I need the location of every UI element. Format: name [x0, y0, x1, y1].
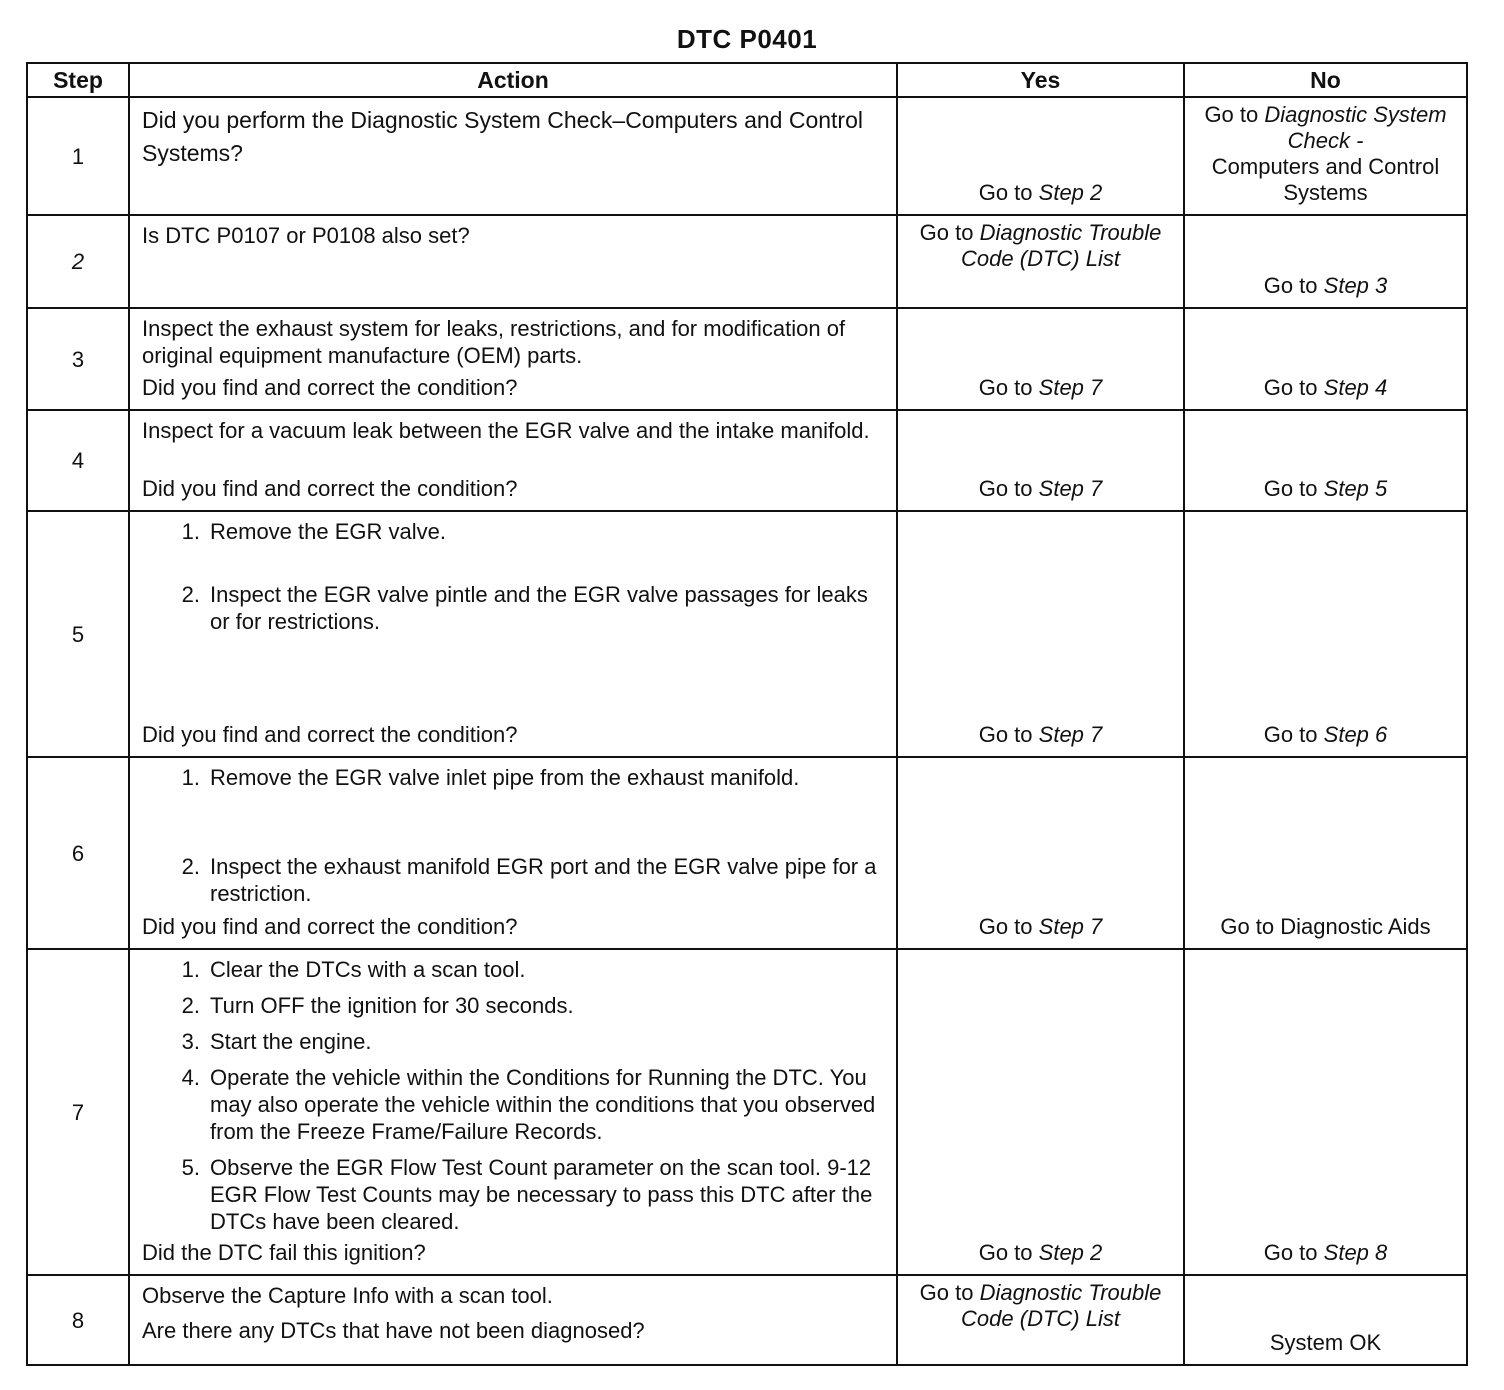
list-item: 2. Turn OFF the ignition for 30 seconds. [181, 993, 574, 1018]
action-text: Observe the Capture Info with a scan tool. [142, 1283, 553, 1308]
question-text: Did you find and correct the condition? [142, 722, 518, 747]
no-cell: Go to Step 3 [1184, 215, 1467, 308]
table-row [27, 215, 1467, 308]
no-cell: Go to Step 5 [1184, 410, 1467, 511]
action-cell [129, 308, 897, 410]
table-row [27, 511, 1467, 757]
yes-link[interactable]: Step 2 [1038, 1240, 1103, 1265]
step-number: 2 [27, 215, 129, 308]
yes-cell: Go to Step 7 [897, 308, 1184, 410]
no-link[interactable]: Step 5 [1323, 476, 1388, 501]
header-no: No [1184, 63, 1467, 97]
action-text: Inspect for a vacuum leak between the EGR valve and the intake manifold. [142, 418, 870, 443]
page-title: DTC P0401 [676, 24, 818, 54]
yes-cell: Go to Step 7 [897, 410, 1184, 511]
list-item: 1. Remove the EGR valve inlet pipe from the exhaust manifold. [181, 765, 800, 790]
question-text: Did you find and correct the condition? [142, 914, 518, 939]
yes-link[interactable]: Step 2 [1038, 180, 1103, 205]
table-row [27, 308, 1467, 410]
no-cell: Go to Step 8 [1184, 949, 1467, 1275]
table-row [27, 757, 1467, 949]
yes-cell: Go to Diagnostic Trouble Code (DTC) List [897, 1275, 1184, 1365]
action-cell [129, 757, 897, 949]
action-cell [129, 215, 897, 308]
yes-cell: Go to Step 2 [897, 97, 1184, 215]
step-number: 4 [27, 410, 129, 511]
yes-link[interactable]: Step 7 [1038, 722, 1103, 747]
yes-link[interactable]: Step 7 [1038, 476, 1103, 501]
yes-link[interactable]: Diagnostic Trouble Code (DTC) List [961, 220, 1162, 271]
step-number: 1 [27, 97, 129, 215]
step-number: 6 [27, 757, 129, 949]
table-row [27, 1275, 1467, 1365]
question-text: Did you find and correct the condition? [142, 476, 518, 501]
no-text: System OK [1269, 1330, 1382, 1355]
no-link[interactable]: Diagnostic System Check - [1264, 102, 1447, 153]
table-row [27, 97, 1467, 215]
question-text: Are there any DTCs that have not been diagnosed? [142, 1318, 645, 1343]
header-row [27, 63, 1467, 97]
no-cell [1184, 757, 1467, 949]
yes-cell: Go to Step 2 [897, 949, 1184, 1275]
no-cell: Go to Step 6 [1184, 511, 1467, 757]
dtc-table [26, 62, 1468, 1366]
list-item: 3. Start the engine. [181, 1029, 372, 1054]
yes-link[interactable]: Step 7 [1038, 375, 1103, 400]
action-cell [129, 511, 897, 757]
list-item: 1. Remove the EGR valve. [181, 519, 446, 544]
action-text: Inspect the exhaust system for leaks, restrictions, and for modification of original equipment manufacture (OEM) parts. [142, 316, 846, 368]
action-cell [129, 949, 897, 1275]
list-item: 2. Inspect the exhaust manifold EGR port and the EGR valve pipe for a restriction. [181, 854, 877, 906]
list-item: 1. Clear the DTCs with a scan tool. [181, 957, 526, 982]
action-steps [142, 764, 886, 907]
no-link[interactable]: Step 6 [1323, 722, 1388, 747]
no-text: Go to Diagnostic Aids [1220, 914, 1431, 939]
yes-link[interactable]: Step 7 [1038, 914, 1103, 939]
step-number: 3 [27, 308, 129, 410]
action-text: Is DTC P0107 or P0108 also set? [142, 223, 470, 248]
no-link[interactable]: Step 4 [1323, 375, 1388, 400]
no-link[interactable]: Step 3 [1323, 273, 1388, 298]
header-step: Step [27, 63, 129, 97]
step-number: 7 [27, 949, 129, 1275]
action-steps [142, 956, 886, 1235]
step-number: 5 [27, 511, 129, 757]
action-steps [142, 518, 886, 644]
question-text: Did you find and correct the condition? [142, 375, 518, 400]
yes-cell: Go to Step 7 [897, 511, 1184, 757]
yes-link[interactable]: Diagnostic Trouble Code (DTC) List [961, 1280, 1162, 1331]
step-number: 8 [27, 1275, 129, 1365]
question-text: Did the DTC fail this ignition? [142, 1240, 426, 1265]
header-yes: Yes [897, 63, 1184, 97]
list-item: 4. Operate the vehicle within the Conditions for Running the DTC. You may also operate the vehicle within the conditions that you observed from the Freeze Frame/Failure Records. [181, 1065, 876, 1144]
yes-cell: Go to Diagnostic Trouble Code (DTC) List [897, 215, 1184, 308]
action-cell [129, 410, 897, 511]
list-item: 2. Inspect the EGR valve pintle and the EGR valve passages for leaks or for restrictions. [181, 582, 868, 634]
table-row [27, 410, 1467, 511]
no-cell: Go to Diagnostic System Check - Computers and Control Systems [1184, 97, 1467, 215]
table-row [27, 949, 1467, 1275]
action-cell [129, 97, 897, 215]
no-cell [1184, 1275, 1467, 1365]
header-action: Action [129, 63, 897, 97]
action-text: Did you perform the Diagnostic System Check–Computers and Control Systems? [142, 107, 863, 166]
no-cell: Go to Step 4 [1184, 308, 1467, 410]
no-link[interactable]: Step 8 [1323, 1240, 1388, 1265]
action-cell [129, 1275, 897, 1365]
list-item: 5. Observe the EGR Flow Test Count parameter on the scan tool. 9-12 EGR Flow Test Counts may be necessary to pass this DTC after the DTCs have been cleared. [181, 1155, 873, 1234]
yes-cell: Go to Step 7 [897, 757, 1184, 949]
